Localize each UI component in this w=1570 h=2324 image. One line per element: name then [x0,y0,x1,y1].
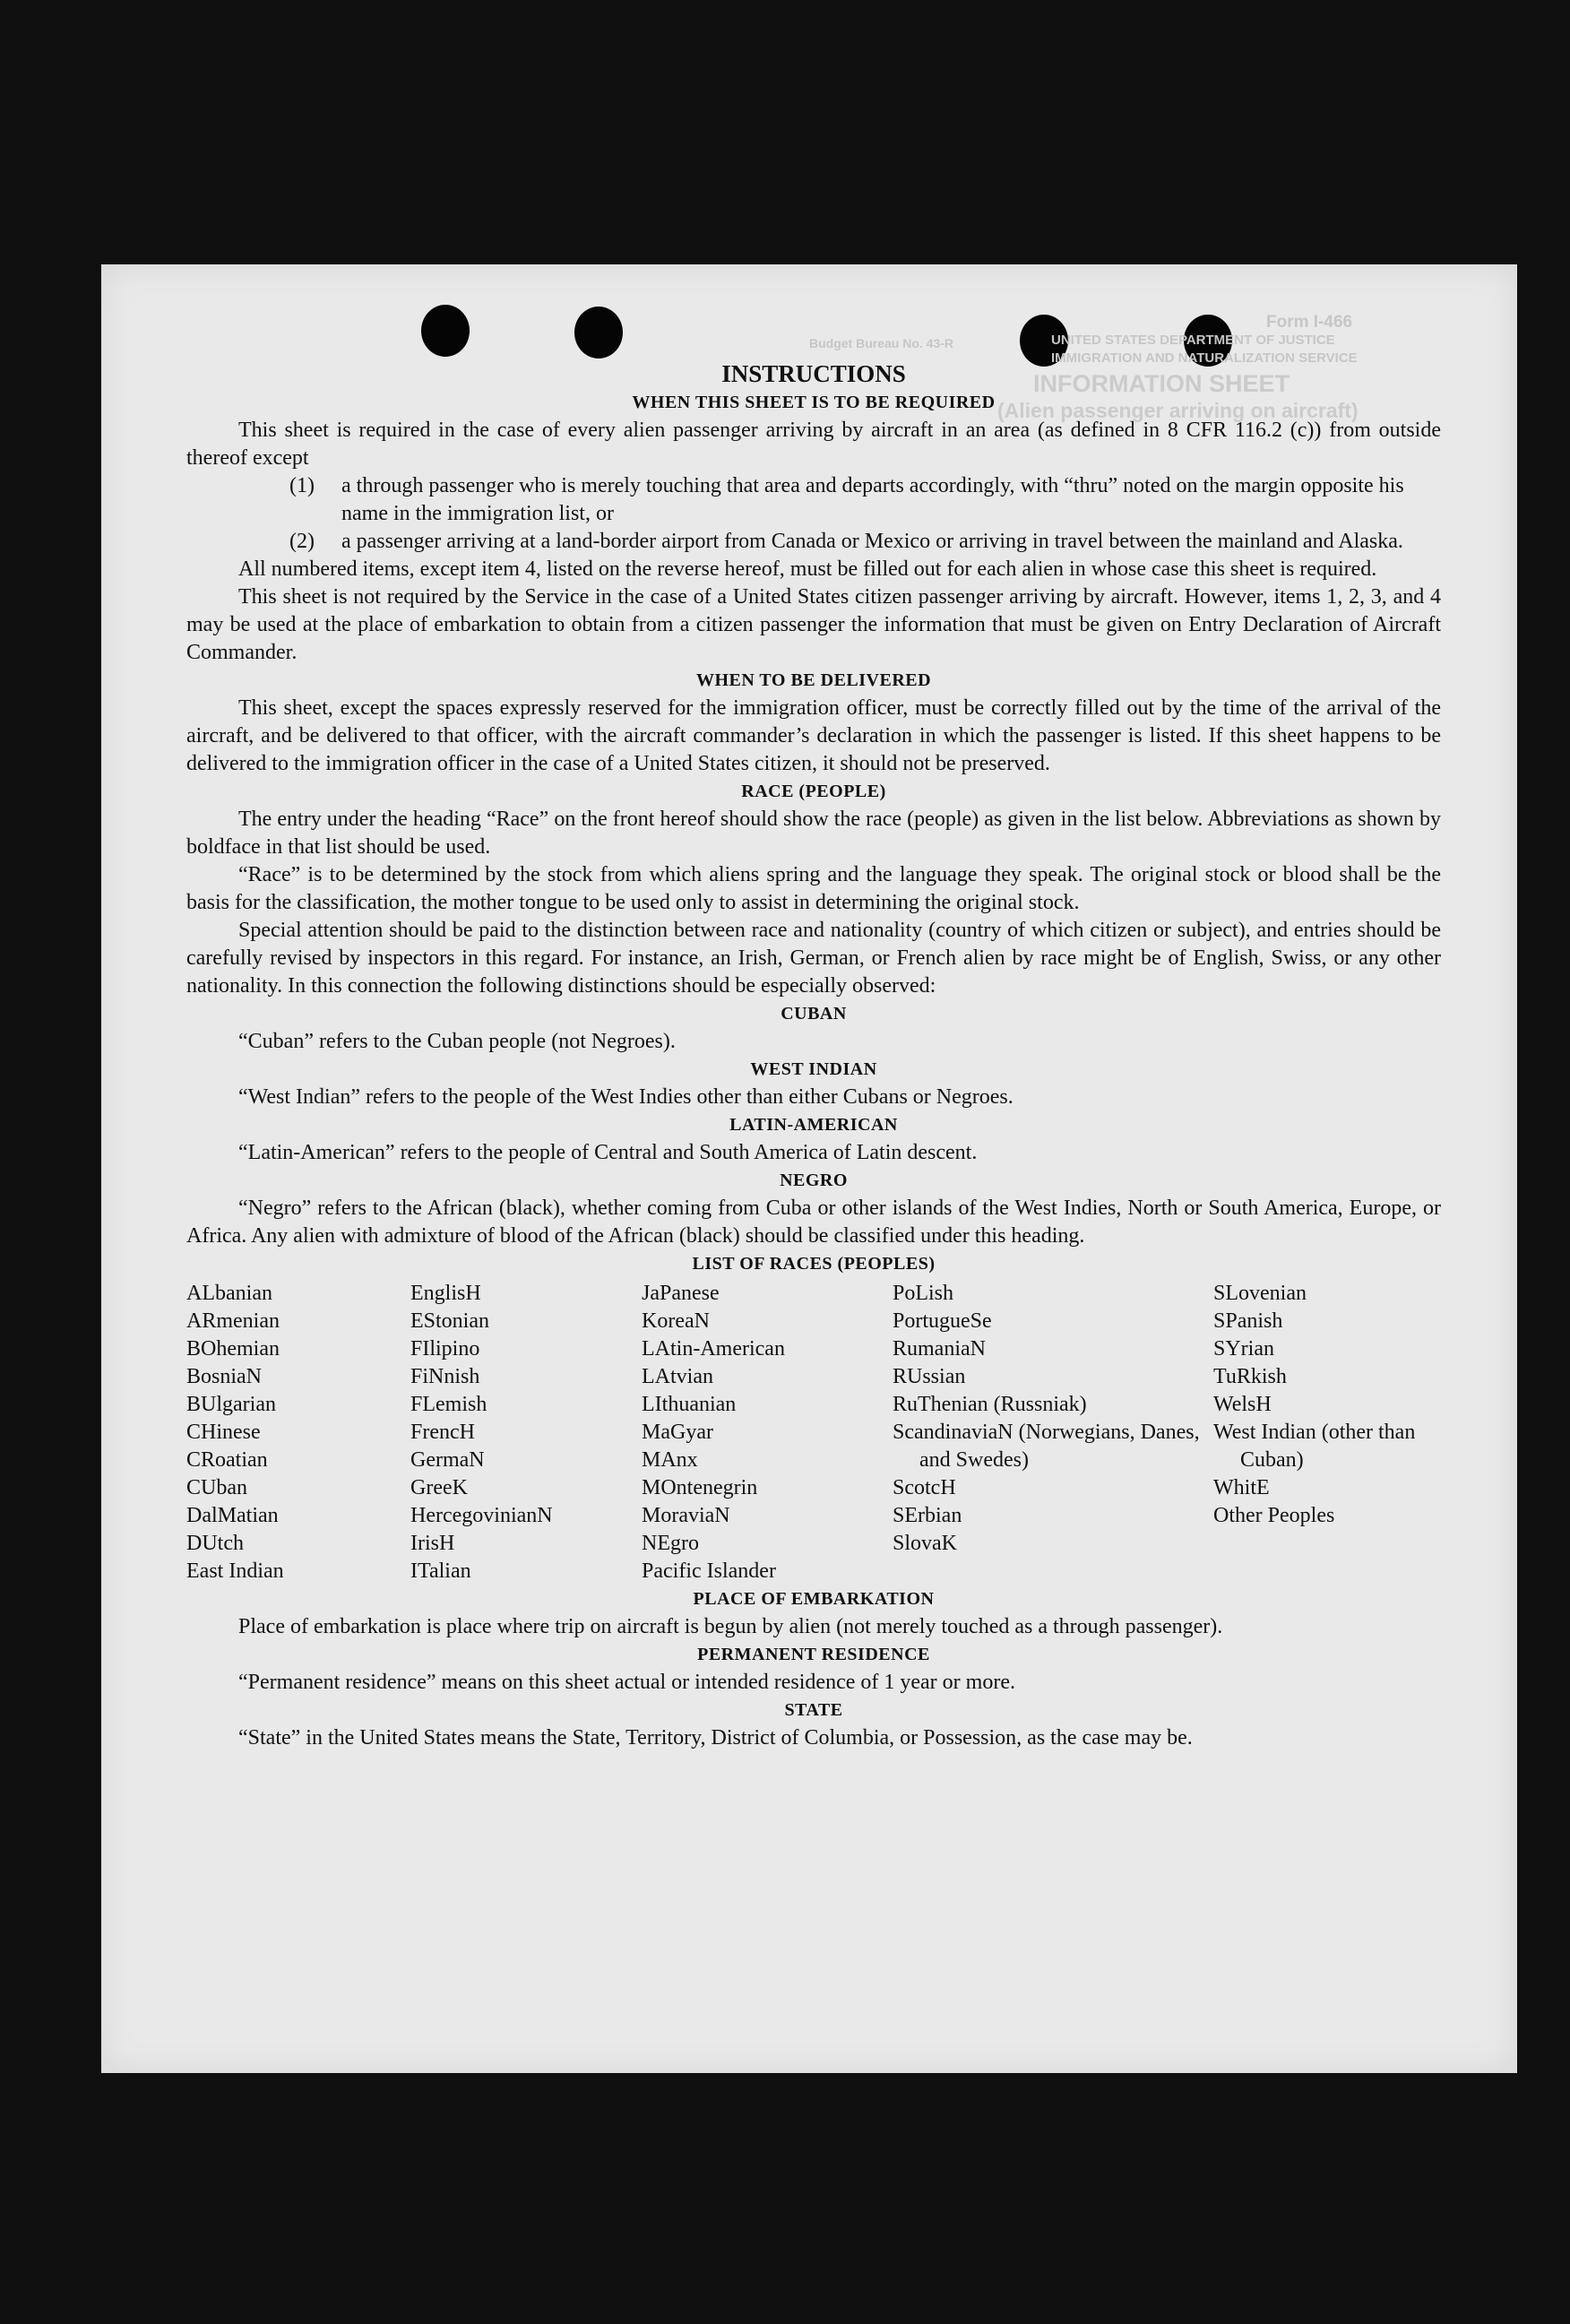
paragraph: This sheet is required in the case of every alien passenger arriving by aircraft in an area (as defined in 8 CFR 116.2 (c)) from outside thereof except [186,419,1441,470]
list-item-number: (2) [289,530,315,553]
race-entry: ITalian [410,1559,471,1583]
bleed-sheet-subtitle: (Alien passenger arriving on aircraft) [997,399,1359,422]
punch-hole [574,307,623,359]
race-entry: FLemish [410,1393,487,1416]
race-entry: EnglisH [410,1282,481,1305]
paragraph: “West Indian” refers to the people of the West Indies other than either Cubans or Negroes. [238,1085,1014,1109]
race-entry: EStonian [410,1309,489,1333]
instructions-content [186,359,1441,1752]
section-heading: RACE (PEOPLE) [741,782,886,801]
race-list [186,1280,1441,1585]
section-heading: NEGRO [780,1171,848,1190]
race-entry: ALbanian [186,1282,272,1305]
section-heading: WHEN THIS SHEET IS TO BE REQUIRED [632,393,996,412]
race-entry: JaPanese [642,1282,720,1305]
race-entry: FrencH [410,1421,475,1444]
document-sheet [101,264,1517,2073]
race-entry: Pacific Islander [642,1559,776,1583]
race-entry: CUban [186,1476,247,1499]
bleed-sheet-title: INFORMATION SHEET [1033,370,1290,397]
paragraph: This sheet is not required by the Service in the case of a United States citizen passenger arriving by aircraft. However, items 1, 2, 3, and 4 may be used at the place of embarkation to obtain from a citizen passenger the information that must be given on Entry Declaration of Aircraft Commander. [186,585,1441,664]
race-entry: SYrian [1213,1337,1274,1361]
paragraph: “Latin-American” refers to the people of Central and South America of Latin descent. [238,1141,978,1164]
race-entry: KoreaN [642,1309,710,1333]
paragraph: “Race” is to be determined by the stock from which aliens spring and the language they speak. The original stock or blood shall be the basis for the classification, the mother tongue to be used only to assist in determining the original stock. [186,863,1441,914]
race-entry: WhitE [1213,1476,1270,1499]
race-entry: ScotcH [893,1476,956,1499]
race-entry: ScandinaviaN (Norwegians, Danes, and Swedes) [893,1421,1200,1472]
race-entry: SPanish [1213,1309,1283,1333]
race-entry: West Indian (other than Cuban) [1213,1421,1416,1472]
paragraph: “State” in the United States means the State, Territory, District of Columbia, or Possession, as the case may be. [238,1726,1193,1749]
paragraph: Place of embarkation is place where trip on aircraft is begun by alien (not merely touched as a through passenger). [238,1615,1223,1638]
race-column [642,1280,893,1585]
section-heading: WHEN TO BE DELIVERED [695,670,932,690]
bleed-service: IMMIGRATION AND NATURALIZATION SERVICE [1051,350,1358,366]
race-column [1213,1280,1441,1585]
race-entry: CRoatian [186,1448,268,1472]
race-entry: DalMatian [186,1504,279,1527]
paragraph: This sheet, except the spaces expressly reserved for the immigration officer, must be correctly filled out by the time of the arrival of the aircraft, and be delivered to that officer, with the aircraft commander’s declaration in which the passenger is listed. If this sheet happens to be delivered to the immigration officer in the case of a United States citizen, it should not be preserved. [186,696,1441,775]
section-heading: PERMANENT RESIDENCE [697,1645,930,1664]
race-entry: BOhemian [186,1337,280,1361]
race-entry: LAtin-American [642,1337,785,1361]
race-entry: TuRkish [1213,1365,1287,1388]
list-item-text: a through passenger who is merely touching that area and departs accordingly, with “thru” noted on the margin opposite his name in the immigration list, or [341,474,1404,525]
race-entry: DUtch [186,1532,244,1555]
race-entry: FIlipino [410,1337,480,1361]
section-heading: WEST INDIAN [750,1059,877,1079]
race-entry: NEgro [642,1532,699,1555]
paragraph: The entry under the heading “Race” on the front hereof should show the race (people) as given in the list below. Abbreviations as shown by boldface in that list should be used. [186,808,1441,859]
section-heading: LATIN-AMERICAN [729,1115,898,1135]
race-entry: RUssian [893,1365,966,1388]
race-entry: ARmenian [186,1309,280,1333]
race-entry: PortugueSe [893,1309,992,1333]
race-entry: PoLish [893,1282,954,1305]
section-heading: STATE [784,1700,843,1720]
list-item [186,528,1441,556]
bleed-dept: UNITED STATES DEPARTMENT OF JUSTICE [1051,333,1335,348]
race-entry: RumaniaN [893,1337,986,1361]
race-entry: SlovaK [893,1532,957,1555]
paragraph: Special attention should be paid to the distinction between race and nationality (country of which citizen or subject), and entries should be carefully revised by inspectors in this regard. For instance, an Irish, German, or French alien by race might be of English, Swiss, or any other nationality. In this connection the following distinctions should be especially observed: [186,919,1441,998]
race-entry: GreeK [410,1476,468,1499]
race-column [893,1280,1213,1585]
race-entry: MAnx [642,1448,698,1472]
paragraph: All numbered items, except item 4, listed on the reverse hereof, must be filled out for each alien in whose case this sheet is required. [238,557,1377,581]
race-entry: East Indian [186,1559,284,1583]
race-entry: WelsH [1213,1393,1272,1416]
race-entry: MoraviaN [642,1504,730,1527]
race-entry: HercegovinianN [410,1504,553,1527]
race-entry: BUlgarian [186,1393,276,1416]
list-item [186,472,1441,528]
page-title: INSTRUCTIONS [721,360,906,387]
paragraph: “Cuban” refers to the Cuban people (not Negroes). [238,1030,676,1053]
race-entry: LIthuanian [642,1393,737,1416]
race-entry: MaGyar [642,1421,713,1444]
punch-hole [421,305,470,357]
section-heading: PLACE OF EMBARKATION [693,1589,935,1609]
list-item-number: (1) [289,474,315,497]
list-item-text: a passenger arriving at a land-border airport from Canada or Mexico or arriving in travel between the mainland and Alaska. [341,530,1403,553]
section-heading: LIST OF RACES (PEOPLES) [692,1254,936,1274]
race-entry: Other Peoples [1213,1504,1335,1527]
bleed-budget: Budget Bureau No. 43-R [809,336,954,350]
bleed-form-no: Form I-466 [1266,313,1353,332]
race-entry: SErbian [893,1504,962,1527]
race-entry: RuThenian (Russniak) [893,1393,1087,1416]
race-entry: MOntenegrin [642,1476,758,1499]
race-column [186,1280,410,1585]
race-entry: LAtvian [642,1365,713,1388]
paragraph: “Permanent residence” means on this sheet actual or intended residence of 1 year or more. [238,1671,1015,1694]
race-entry: BosniaN [186,1365,262,1388]
section-heading: CUBAN [781,1004,847,1024]
race-entry: SLovenian [1213,1282,1307,1305]
race-entry: FiNnish [410,1365,480,1388]
paragraph: “Negro” refers to the African (black), whether coming from Cuba or other islands of the West Indies, North or South America, Europe, or Africa. Any alien with admixture of blood of the African (black) should be classified under this heading. [186,1197,1441,1248]
race-entry: IrisH [410,1532,455,1555]
race-entry: CHinese [186,1421,261,1444]
race-column [410,1280,642,1585]
race-entry: GermaN [410,1448,485,1472]
